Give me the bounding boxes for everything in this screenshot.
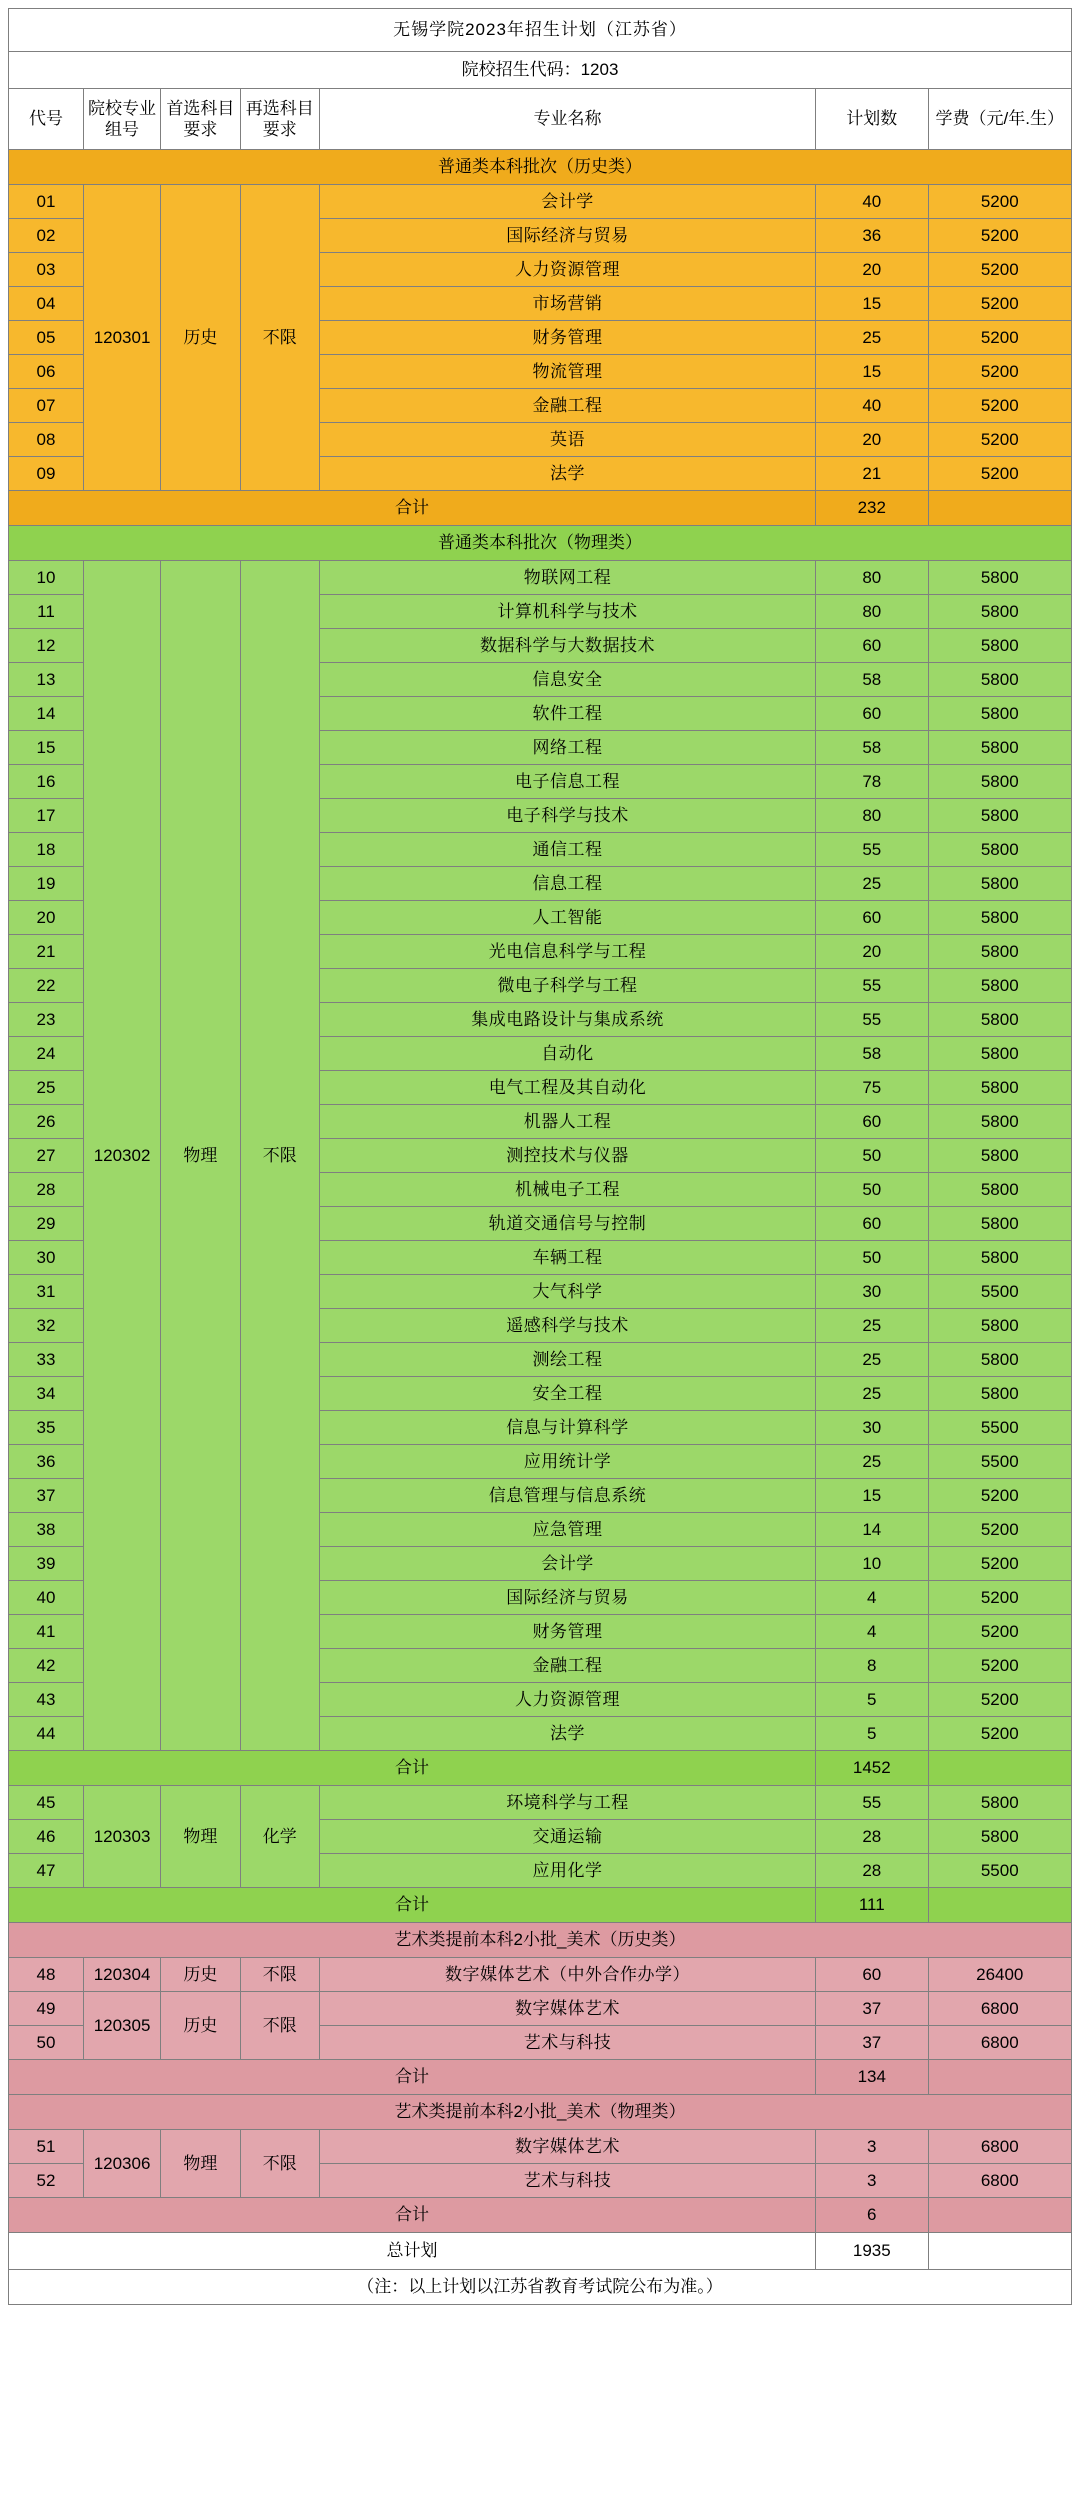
cell-tuition: 5800 (928, 1207, 1072, 1241)
subtotal-label: 合计 (9, 2198, 816, 2233)
cell-code: 44 (9, 1717, 84, 1751)
cell-plan-count: 40 (816, 185, 928, 219)
cell-code: 06 (9, 355, 84, 389)
cell-tuition: 5800 (928, 799, 1072, 833)
cell-code: 05 (9, 321, 84, 355)
cell-major: 机械电子工程 (319, 1173, 815, 1207)
cell-tuition: 5200 (928, 423, 1072, 457)
cell-code: 04 (9, 287, 84, 321)
cell-major: 人力资源管理 (319, 1683, 815, 1717)
cell-major: 测绘工程 (319, 1343, 815, 1377)
cell-code: 48 (9, 1958, 84, 1992)
cell-group-code: 120306 (83, 2130, 160, 2198)
col-header-tuition: 学费（元/年.生） (928, 89, 1072, 150)
grand-total-tuition-blank (928, 2233, 1072, 2270)
cell-plan-count: 60 (816, 1207, 928, 1241)
cell-major: 测控技术与仪器 (319, 1139, 815, 1173)
cell-code: 43 (9, 1683, 84, 1717)
cell-major: 电子信息工程 (319, 765, 815, 799)
cell-plan-count: 20 (816, 253, 928, 287)
subtotal-row (9, 1888, 1072, 1923)
cell-major: 艺术与科技 (319, 2026, 815, 2060)
col-header-second-subject: 再选科目要求 (240, 89, 319, 150)
cell-tuition: 5500 (928, 1275, 1072, 1309)
cell-major: 应用化学 (319, 1854, 815, 1888)
cell-major: 轨道交通信号与控制 (319, 1207, 815, 1241)
cell-plan-count: 60 (816, 1958, 928, 1992)
cell-plan-count: 58 (816, 663, 928, 697)
subtotal-tuition-blank (928, 1751, 1072, 1786)
cell-code: 21 (9, 935, 84, 969)
cell-code: 40 (9, 1581, 84, 1615)
subtotal-row (9, 2198, 1072, 2233)
sheet-title-row (9, 9, 1072, 52)
institution-code-row (9, 52, 1072, 89)
cell-code: 34 (9, 1377, 84, 1411)
cell-tuition: 5800 (928, 561, 1072, 595)
cell-major: 市场营销 (319, 287, 815, 321)
cell-plan-count: 21 (816, 457, 928, 491)
cell-code: 52 (9, 2164, 84, 2198)
cell-code: 10 (9, 561, 84, 595)
cell-major: 自动化 (319, 1037, 815, 1071)
cell-plan-count: 55 (816, 833, 928, 867)
cell-tuition: 5500 (928, 1411, 1072, 1445)
cell-tuition: 5800 (928, 901, 1072, 935)
cell-code: 07 (9, 389, 84, 423)
cell-plan-count: 4 (816, 1581, 928, 1615)
subtotal-value: 111 (816, 1888, 928, 1923)
cell-plan-count: 28 (816, 1820, 928, 1854)
table-row (9, 1958, 1072, 1992)
cell-major: 应急管理 (319, 1513, 815, 1547)
col-header-first-subject: 首选科目要求 (161, 89, 240, 150)
cell-tuition: 5200 (928, 355, 1072, 389)
section-header-row (9, 526, 1072, 561)
grand-total-label: 总计划 (9, 2233, 816, 2270)
cell-code: 27 (9, 1139, 84, 1173)
cell-tuition: 5800 (928, 731, 1072, 765)
cell-plan-count: 37 (816, 1992, 928, 2026)
cell-major: 遥感科学与技术 (319, 1309, 815, 1343)
cell-tuition: 5800 (928, 663, 1072, 697)
cell-first-subject: 历史 (161, 185, 240, 491)
cell-plan-count: 58 (816, 1037, 928, 1071)
cell-plan-count: 58 (816, 731, 928, 765)
cell-tuition: 5200 (928, 1513, 1072, 1547)
cell-first-subject: 历史 (161, 1958, 240, 1992)
cell-major: 应用统计学 (319, 1445, 815, 1479)
cell-code: 17 (9, 799, 84, 833)
cell-plan-count: 25 (816, 867, 928, 901)
cell-major: 集成电路设计与集成系统 (319, 1003, 815, 1037)
cell-major: 财务管理 (319, 321, 815, 355)
cell-tuition: 5800 (928, 1037, 1072, 1071)
cell-code: 12 (9, 629, 84, 663)
col-header-code: 代号 (9, 89, 84, 150)
cell-major: 信息安全 (319, 663, 815, 697)
cell-code: 15 (9, 731, 84, 765)
cell-plan-count: 60 (816, 697, 928, 731)
cell-second-subject: 不限 (240, 185, 319, 491)
cell-major: 英语 (319, 423, 815, 457)
cell-plan-count: 60 (816, 1105, 928, 1139)
subtotal-row (9, 2060, 1072, 2095)
cell-code: 38 (9, 1513, 84, 1547)
cell-plan-count: 25 (816, 321, 928, 355)
col-header-plan-count: 计划数 (816, 89, 928, 150)
cell-plan-count: 37 (816, 2026, 928, 2060)
sheet-title: 无锡学院2023年招生计划（江苏省） (9, 9, 1072, 52)
cell-code: 02 (9, 219, 84, 253)
cell-code: 46 (9, 1820, 84, 1854)
subtotal-value: 232 (816, 491, 928, 526)
cell-code: 19 (9, 867, 84, 901)
cell-plan-count: 75 (816, 1071, 928, 1105)
cell-plan-count: 50 (816, 1173, 928, 1207)
cell-code: 11 (9, 595, 84, 629)
cell-major: 数字媒体艺术（中外合作办学） (319, 1958, 815, 1992)
cell-tuition: 5800 (928, 867, 1072, 901)
cell-plan-count: 5 (816, 1683, 928, 1717)
cell-first-subject: 历史 (161, 1992, 240, 2060)
cell-code: 13 (9, 663, 84, 697)
cell-tuition: 5200 (928, 1479, 1072, 1513)
cell-major: 通信工程 (319, 833, 815, 867)
cell-major: 财务管理 (319, 1615, 815, 1649)
cell-major: 计算机科学与技术 (319, 595, 815, 629)
subtotal-value: 134 (816, 2060, 928, 2095)
cell-tuition: 6800 (928, 2130, 1072, 2164)
cell-tuition: 5800 (928, 595, 1072, 629)
cell-tuition: 5800 (928, 697, 1072, 731)
cell-major: 车辆工程 (319, 1241, 815, 1275)
cell-second-subject: 化学 (240, 1786, 319, 1888)
cell-plan-count: 25 (816, 1343, 928, 1377)
cell-plan-count: 50 (816, 1241, 928, 1275)
cell-tuition: 5800 (928, 1820, 1072, 1854)
cell-code: 30 (9, 1241, 84, 1275)
cell-second-subject: 不限 (240, 1992, 319, 2060)
subtotal-tuition-blank (928, 2060, 1072, 2095)
grand-total-row (9, 2233, 1072, 2270)
cell-plan-count: 4 (816, 1615, 928, 1649)
subtotal-tuition-blank (928, 2198, 1072, 2233)
cell-code: 37 (9, 1479, 84, 1513)
cell-tuition: 5800 (928, 935, 1072, 969)
cell-plan-count: 15 (816, 355, 928, 389)
cell-major: 物流管理 (319, 355, 815, 389)
cell-plan-count: 50 (816, 1139, 928, 1173)
cell-tuition: 5800 (928, 1071, 1072, 1105)
cell-tuition: 5800 (928, 1173, 1072, 1207)
section-header-label: 普通类本科批次（历史类） (9, 150, 1072, 185)
subtotal-row (9, 491, 1072, 526)
table-row (9, 1786, 1072, 1820)
cell-code: 42 (9, 1649, 84, 1683)
cell-tuition: 5800 (928, 765, 1072, 799)
subtotal-tuition-blank (928, 1888, 1072, 1923)
cell-code: 47 (9, 1854, 84, 1888)
cell-plan-count: 55 (816, 1003, 928, 1037)
cell-code: 36 (9, 1445, 84, 1479)
table-row (9, 185, 1072, 219)
cell-major: 法学 (319, 1717, 815, 1751)
cell-tuition: 5500 (928, 1854, 1072, 1888)
cell-tuition: 6800 (928, 2026, 1072, 2060)
cell-group-code: 120304 (83, 1958, 160, 1992)
cell-major: 金融工程 (319, 389, 815, 423)
cell-code: 51 (9, 2130, 84, 2164)
section-header-label: 艺术类提前本科2小批_美术（物理类） (9, 2095, 1072, 2130)
subtotal-label: 合计 (9, 2060, 816, 2095)
cell-code: 33 (9, 1343, 84, 1377)
subtotal-label: 合计 (9, 1751, 816, 1786)
cell-tuition: 5800 (928, 1343, 1072, 1377)
cell-plan-count: 80 (816, 595, 928, 629)
cell-code: 16 (9, 765, 84, 799)
cell-plan-count: 30 (816, 1275, 928, 1309)
cell-tuition: 5200 (928, 389, 1072, 423)
cell-major: 微电子科学与工程 (319, 969, 815, 1003)
cell-tuition: 6800 (928, 2164, 1072, 2198)
cell-plan-count: 78 (816, 765, 928, 799)
cell-tuition: 5200 (928, 1615, 1072, 1649)
cell-major: 会计学 (319, 1547, 815, 1581)
cell-major: 金融工程 (319, 1649, 815, 1683)
cell-plan-count: 55 (816, 969, 928, 1003)
section-header-row (9, 1923, 1072, 1958)
cell-plan-count: 80 (816, 561, 928, 595)
cell-major: 信息管理与信息系统 (319, 1479, 815, 1513)
cell-major: 机器人工程 (319, 1105, 815, 1139)
cell-code: 22 (9, 969, 84, 1003)
cell-plan-count: 36 (816, 219, 928, 253)
note-text: （注：以上计划以江苏省教育考试院公布为准。） (9, 2270, 1072, 2305)
cell-code: 49 (9, 1992, 84, 2026)
cell-major: 国际经济与贸易 (319, 1581, 815, 1615)
cell-tuition: 5200 (928, 1547, 1072, 1581)
cell-code: 41 (9, 1615, 84, 1649)
cell-tuition: 5200 (928, 1683, 1072, 1717)
cell-plan-count: 15 (816, 1479, 928, 1513)
cell-major: 法学 (319, 457, 815, 491)
subtotal-tuition-blank (928, 491, 1072, 526)
subtotal-value: 1452 (816, 1751, 928, 1786)
cell-tuition: 5800 (928, 1139, 1072, 1173)
cell-plan-count: 5 (816, 1717, 928, 1751)
cell-major: 安全工程 (319, 1377, 815, 1411)
cell-tuition: 26400 (928, 1958, 1072, 1992)
cell-major: 会计学 (319, 185, 815, 219)
cell-code: 18 (9, 833, 84, 867)
cell-tuition: 5200 (928, 321, 1072, 355)
cell-tuition: 5800 (928, 969, 1072, 1003)
cell-plan-count: 20 (816, 423, 928, 457)
cell-major: 大气科学 (319, 1275, 815, 1309)
note-row (9, 2270, 1072, 2305)
cell-major: 数据科学与大数据技术 (319, 629, 815, 663)
cell-code: 20 (9, 901, 84, 935)
cell-major: 电子科学与技术 (319, 799, 815, 833)
cell-second-subject: 不限 (240, 1958, 319, 1992)
cell-major: 数字媒体艺术 (319, 2130, 815, 2164)
cell-tuition: 5800 (928, 629, 1072, 663)
cell-tuition: 5500 (928, 1445, 1072, 1479)
cell-code: 31 (9, 1275, 84, 1309)
section-header-row (9, 2095, 1072, 2130)
admission-plan-table (8, 8, 1072, 2305)
cell-tuition: 5800 (928, 1786, 1072, 1820)
cell-code: 45 (9, 1786, 84, 1820)
cell-code: 35 (9, 1411, 84, 1445)
table-row (9, 1992, 1072, 2026)
table-row (9, 561, 1072, 595)
cell-major: 光电信息科学与工程 (319, 935, 815, 969)
cell-code: 01 (9, 185, 84, 219)
cell-code: 28 (9, 1173, 84, 1207)
cell-code: 14 (9, 697, 84, 731)
cell-major: 软件工程 (319, 697, 815, 731)
subtotal-value: 6 (816, 2198, 928, 2233)
col-header-major: 专业名称 (319, 89, 815, 150)
table-header-row (9, 89, 1072, 150)
cell-code: 39 (9, 1547, 84, 1581)
cell-tuition: 5800 (928, 1309, 1072, 1343)
cell-first-subject: 物理 (161, 561, 240, 1751)
cell-major: 人力资源管理 (319, 253, 815, 287)
cell-tuition: 5800 (928, 1241, 1072, 1275)
cell-plan-count: 15 (816, 287, 928, 321)
cell-plan-count: 20 (816, 935, 928, 969)
subtotal-label: 合计 (9, 1888, 816, 1923)
subtotal-row (9, 1751, 1072, 1786)
cell-second-subject: 不限 (240, 2130, 319, 2198)
cell-second-subject: 不限 (240, 561, 319, 1751)
cell-tuition: 5200 (928, 287, 1072, 321)
cell-group-code: 120305 (83, 1992, 160, 2060)
cell-major: 信息与计算科学 (319, 1411, 815, 1445)
cell-plan-count: 55 (816, 1786, 928, 1820)
cell-plan-count: 80 (816, 799, 928, 833)
cell-code: 03 (9, 253, 84, 287)
cell-plan-count: 8 (816, 1649, 928, 1683)
cell-major: 国际经济与贸易 (319, 219, 815, 253)
institution-code: 院校招生代码：1203 (9, 52, 1072, 89)
cell-major: 信息工程 (319, 867, 815, 901)
cell-tuition: 5800 (928, 833, 1072, 867)
cell-plan-count: 25 (816, 1445, 928, 1479)
cell-code: 50 (9, 2026, 84, 2060)
cell-group-code: 120303 (83, 1786, 160, 1888)
cell-major: 物联网工程 (319, 561, 815, 595)
cell-plan-count: 40 (816, 389, 928, 423)
cell-tuition: 5200 (928, 219, 1072, 253)
cell-tuition: 5200 (928, 457, 1072, 491)
cell-major: 艺术与科技 (319, 2164, 815, 2198)
col-header-group: 院校专业组号 (83, 89, 160, 150)
cell-tuition: 5200 (928, 1717, 1072, 1751)
cell-group-code: 120302 (83, 561, 160, 1751)
cell-major: 交通运输 (319, 1820, 815, 1854)
cell-plan-count: 30 (816, 1411, 928, 1445)
cell-plan-count: 28 (816, 1854, 928, 1888)
cell-tuition: 5200 (928, 253, 1072, 287)
cell-plan-count: 25 (816, 1309, 928, 1343)
section-header-label: 艺术类提前本科2小批_美术（历史类） (9, 1923, 1072, 1958)
cell-first-subject: 物理 (161, 2130, 240, 2198)
cell-tuition: 5200 (928, 1581, 1072, 1615)
cell-tuition: 5200 (928, 1649, 1072, 1683)
table-row (9, 2130, 1072, 2164)
cell-plan-count: 60 (816, 901, 928, 935)
cell-plan-count: 14 (816, 1513, 928, 1547)
cell-major: 网络工程 (319, 731, 815, 765)
cell-code: 08 (9, 423, 84, 457)
cell-major: 人工智能 (319, 901, 815, 935)
cell-tuition: 5200 (928, 185, 1072, 219)
cell-code: 29 (9, 1207, 84, 1241)
grand-total-value: 1935 (816, 2233, 928, 2270)
cell-tuition: 6800 (928, 1992, 1072, 2026)
cell-tuition: 5800 (928, 1105, 1072, 1139)
cell-tuition: 5800 (928, 1377, 1072, 1411)
cell-plan-count: 25 (816, 1377, 928, 1411)
cell-plan-count: 3 (816, 2164, 928, 2198)
subtotal-label: 合计 (9, 491, 816, 526)
cell-code: 09 (9, 457, 84, 491)
cell-plan-count: 60 (816, 629, 928, 663)
cell-major: 数字媒体艺术 (319, 1992, 815, 2026)
cell-group-code: 120301 (83, 185, 160, 491)
section-header-row (9, 150, 1072, 185)
section-header-label: 普通类本科批次（物理类） (9, 526, 1072, 561)
cell-code: 23 (9, 1003, 84, 1037)
cell-major: 环境科学与工程 (319, 1786, 815, 1820)
cell-first-subject: 物理 (161, 1786, 240, 1888)
cell-code: 26 (9, 1105, 84, 1139)
cell-code: 32 (9, 1309, 84, 1343)
cell-code: 25 (9, 1071, 84, 1105)
cell-major: 电气工程及其自动化 (319, 1071, 815, 1105)
cell-tuition: 5800 (928, 1003, 1072, 1037)
cell-plan-count: 10 (816, 1547, 928, 1581)
cell-plan-count: 3 (816, 2130, 928, 2164)
cell-code: 24 (9, 1037, 84, 1071)
